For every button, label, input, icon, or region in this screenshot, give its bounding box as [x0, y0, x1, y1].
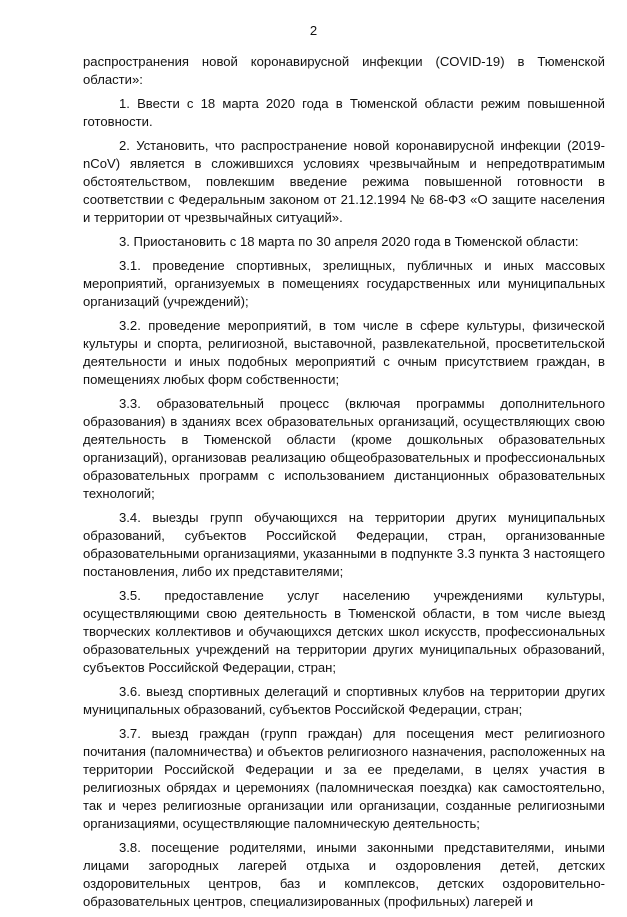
paragraph: 3.8. посещение родителями, иными законными представителями, иными лицами загородных лагерей отдыха и оздоровления детей, детских оздоровительных центров, баз и комплексов, детских оздоровительно-образовательных центров, специализированных (профильных) лагерей и: [83, 840, 605, 909]
paragraph: 2. Установить, что распространение новой коронавирусной инфекции (2019-nCoV) является в сложившихся условиях чрезвычайным и непредотвратимым обстоятельством, повлекшим введение режима повышенной готовности в соответствии с Федеральным законом от 21.12.1994 № 68-ФЗ «О защите населения и территории от чрезвычайных ситуаций».: [83, 138, 605, 225]
paragraph: 3.6. выезд спортивных делегаций и спортивных клубов на территории других муниципальных образований, субъектов Российской Федерации, стран;: [83, 684, 605, 717]
paragraph: 3. Приостановить с 18 марта по 30 апреля 2020 года в Тюменской области:: [119, 234, 579, 249]
paragraph: 3.2. проведение мероприятий, в том числе в сфере культуры, физической культуры и спорта, религиозной, выставочной, развлекательной, просветительской деятельности и иных подобных мероприятий с очным присутствием граждан, в помещениях любых форм собственности;: [83, 318, 605, 387]
document-body: [83, 53, 605, 917]
page-number: 2: [309, 23, 318, 38]
paragraph: 1. Ввести с 18 марта 2020 года в Тюменской области режим повышенной готовности.: [83, 96, 605, 129]
paragraph: 3.3. образовательный процесс (включая программы дополнительного образования) в зданиях всех образовательных организаций, осуществляющих свою деятельность в Тюменской области (кроме дошкольных образовательных организаций), организовав реализацию общеобразовательных и профессиональных образовательных программ с использованием дистанционных образовательных технологий;: [83, 396, 605, 501]
paragraph: 3.7. выезд граждан (групп граждан) для посещения мест религиозного почитания (паломничества) и объектов религиозного назначения, расположенных на территории Российской Федерации и за ее пределами, в целях участия в религиозных обрядах и церемониях (паломническая поездка) как самостоятельно, так и через религиозные организации или организации, созданные религиозными организациями, осуществляющие паломническую деятельность;: [83, 726, 605, 831]
paragraph: 3.5. предоставление услуг населению учреждениями культуры, осуществляющими свою деятельность в Тюменской области, в том числе выезд творческих коллективов и обучающихся детских школ искусств, профессиональных образовательных учреждений на территории других муниципальных образований, субъектов Российской Федерации, стран;: [83, 588, 605, 675]
paragraph: 3.4. выезды групп обучающихся на территории других муниципальных образований, субъектов Российской Федерации, стран, организованные образовательными организациями, указанными в подпункте 3.3 пункта 3 настоящего постановления, либо их представителями;: [83, 510, 605, 579]
paragraph: 3.1. проведение спортивных, зрелищных, публичных и иных массовых мероприятий, организуемых в помещениях государственных или муниципальных организаций (учреждений);: [83, 258, 605, 309]
paragraph: распространения новой коронавирусной инфекции (COVID-19) в Тюменской области»:: [83, 54, 605, 87]
